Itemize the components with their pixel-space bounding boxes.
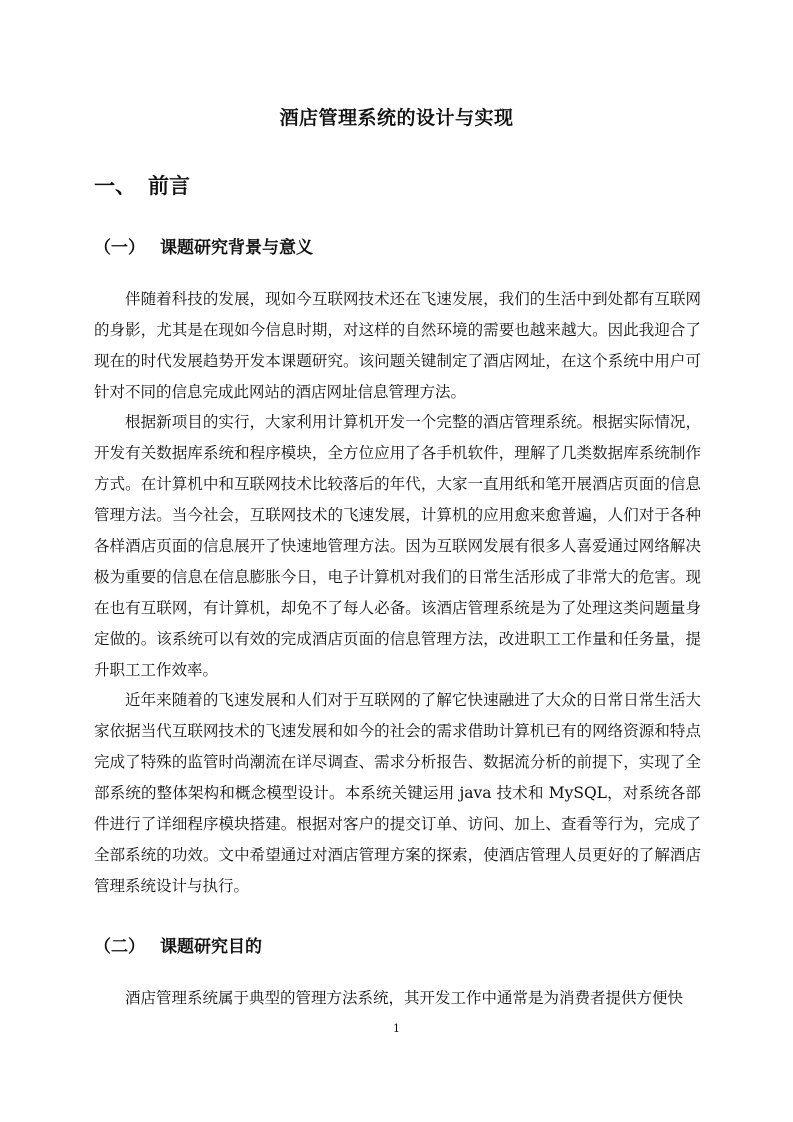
body-paragraph: 酒店管理系统属于典型的管理方法系统，其开发工作中通常是为消费者提供方便快 [125,989,684,1007]
body-paragraph: 伴随着科技的发展，现如今互联网技术还在飞速发展，我们的生活中到处都有互联网的身影，尤其是在现如今信息时期，对这样的自然环境的需要也越来越大。因此我迎合了现在的时代发展趋势开发本课题研究。该问题关键制定了酒店网址，在这个系统中用户可针对不同的信息完成此网站的酒店网址信息管理方法。 [94,290,701,401]
subsection-heading [94,932,262,957]
body-paragraph: 根据新项目的实行，大家利用计算机开发一个完整的酒店管理系统。根据实际情况，开发有关数据库系统和程序模块，全方位应用了各手机软件，理解了几类数据库系统制作方式。在计算机中和互联网技术比较落后的年代，大家一直用纸和笔开展酒店页面的信息管理方法。当今社会，互联网技术的飞速发展，计算机的应用愈来愈普遍，人们对于各种各样酒店页面的信息展开了快速地管理方法。因为互联网发展有很多人喜爱通过网络解决极为重要的信息在信息膨胀今日，电子计算机对我们的日常生活形成了非常大的危害。现在也有互联网，有计算机，却免不了每人必备。该酒店管理系统是为了处理这类问题量身定做的。该系统可以有效的完成酒店页面的信息管理方法，改进职工工作量和任务量，提升职工工作效率。 [94,413,701,679]
page-number: 1 [393,1022,400,1035]
subsection-number: （一） [94,238,145,258]
section-number: 一、 [94,174,136,198]
subsection-title: 课题研究目的 [160,937,262,957]
body-paragraph: 近年来随着的飞速发展和人们对于互联网的了解它快速融进了大众的日常日常生活大家依据当代互联网技术的飞速发展和如今的社会的需求借助计算机已有的网络资源和特点完成了特殊的监管时尚潮流在详尽调查、需求分析报告、数据流分析的前提下，实现了全部系统的整体架构和概念模型设计。本系统关键运用 java 技术和 MySQL，对系统各部件进行了详细程序模块搭建。根据对客户的提交订单、访问、加上、查看等行为，完成了全部系统的功效。文中希望通过对酒店管理方案的探索，使酒店管理人员更好的了解酒店管理系统设计与执行。 [94,691,701,895]
section-heading [94,170,190,200]
document-title: 酒店管理系统的设计与实现 [279,107,514,129]
subsection-number: （二） [94,937,145,957]
section-title: 前言 [148,174,190,198]
subsection-heading [94,233,313,258]
subsection-title: 课题研究背景与意义 [160,238,313,258]
